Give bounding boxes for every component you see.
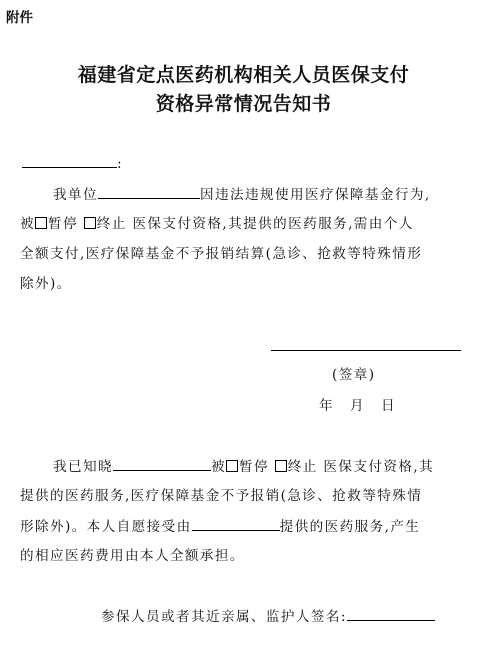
terminate-checkbox[interactable]: [84, 217, 96, 229]
attachment-label: 附件: [6, 10, 33, 26]
section1-text-2a: 被: [20, 216, 35, 232]
seal-line[interactable]: [271, 350, 461, 351]
section1-line-4: 除外)。: [20, 276, 72, 292]
section1-text-1b: 因违法违规使用医疗保障基金行为,: [199, 187, 431, 203]
section2-text-1c: 暂停: [238, 459, 269, 475]
date-year: 年: [319, 398, 334, 414]
suspend-checkbox[interactable]: [35, 217, 47, 229]
section2-line-3: [20, 516, 420, 537]
section1-line-2: [20, 214, 414, 234]
section2-line-1: [53, 456, 434, 477]
date-line: [319, 396, 396, 416]
section1-text-2b: 暂停: [48, 216, 78, 232]
signature-row: [101, 606, 435, 627]
signature-blank[interactable]: [347, 606, 435, 621]
document-title-line-1: 福建省定点医药机构相关人员医保支付: [77, 64, 410, 86]
person-name-blank[interactable]: [113, 456, 211, 471]
section2-text-1b: 被: [210, 459, 226, 475]
salutation-colon: :: [117, 156, 123, 172]
date-day: 日: [381, 398, 396, 414]
salutation: [22, 153, 123, 174]
section2-text-1a: 我已知晓: [53, 459, 113, 475]
section1-line-1: [53, 184, 431, 205]
signature-label: 参保人员或者其近亲属、监护人签名:: [101, 609, 347, 625]
suspend-checkbox-2[interactable]: [226, 460, 238, 472]
institution-name-blank[interactable]: [98, 184, 200, 199]
seal-label: (签章): [332, 367, 376, 383]
section2-text-3a: 形除外)。本人自愿接受由: [20, 519, 192, 535]
section2-text-3b: 提供的医药服务,产生: [279, 519, 421, 535]
recipient-name-blank[interactable]: [22, 153, 117, 168]
section2-text-1d: 终止 医保支付资格,其: [287, 459, 435, 475]
section1-line-3: 全额支付,医疗保障基金不予报销结算(急诊、抢救等特殊情形: [20, 246, 423, 262]
section1-text-2c: 终止 医保支付资格,其提供的医药服务,需由个人: [96, 216, 414, 232]
terminate-checkbox-2[interactable]: [275, 460, 287, 472]
section2-line-4: 的相应医药费用由本人全额承担。: [20, 548, 245, 564]
document-title-line-2: 资格异常情况告知书: [155, 93, 332, 115]
date-month: 月: [350, 398, 365, 414]
section1-text-1a: 我单位: [53, 187, 98, 203]
provider-name-blank[interactable]: [192, 516, 280, 531]
section2-line-2: 提供的医药服务,医疗保障基金不予报销(急诊、抢救等特殊情: [20, 488, 423, 504]
